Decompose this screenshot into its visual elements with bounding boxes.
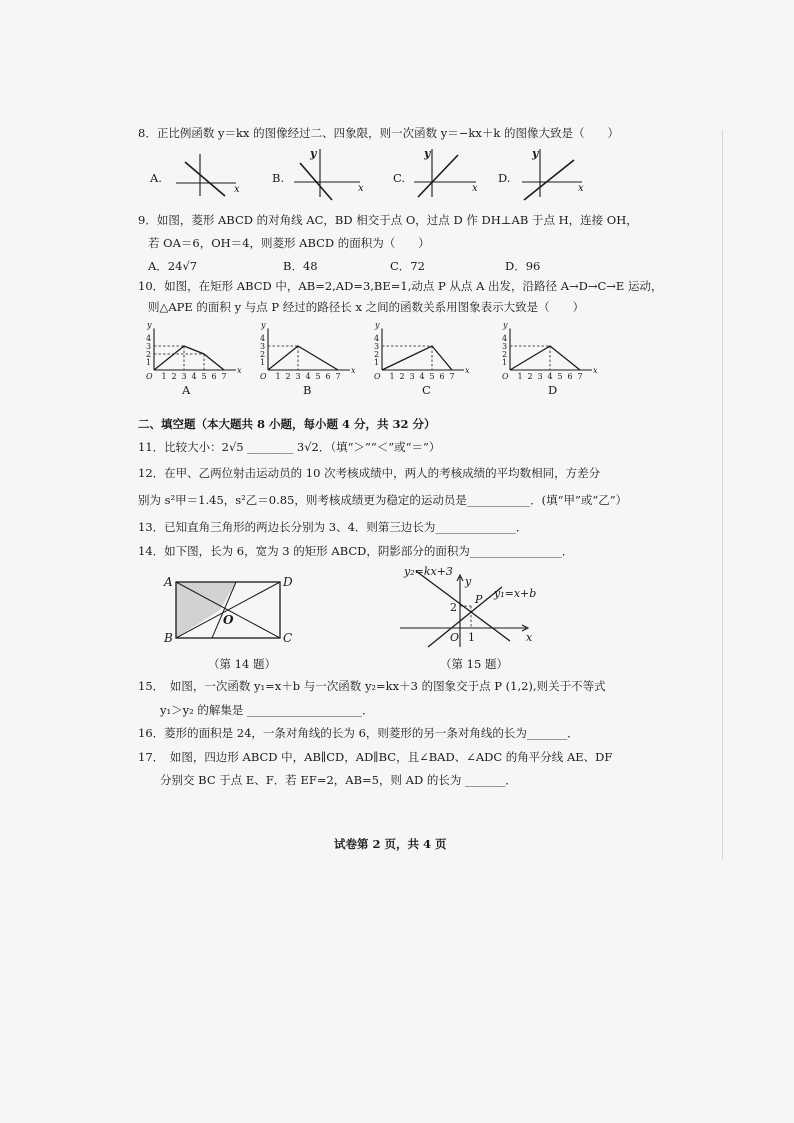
q15-caption: （第 15 题） [440, 657, 508, 671]
y-tick-label: 4 [260, 334, 266, 343]
x-tick-label: 3 [537, 372, 543, 381]
y-tick-label: 4 [146, 334, 152, 343]
q9-option-b: B．48 [283, 259, 318, 273]
svg-text:x: x [578, 183, 584, 194]
x-tick-label: 5 [429, 372, 435, 381]
function-graph-line [154, 346, 224, 370]
q14-text: 14．如下图，长为 6，宽为 3 的矩形 ABCD，阴影部分的面积为________________． [138, 544, 574, 558]
svg-text:y: y [310, 147, 317, 160]
origin-label: O [374, 372, 381, 381]
q10-line2: 则△APE 的面积 y 与点 P 经过的路径长 x 之间的函数关系用图象表示大致是（ ） [148, 300, 585, 314]
y-tick-label: 2 [502, 350, 508, 359]
function-graph-line [382, 346, 452, 370]
x-axis-label: x [465, 366, 470, 375]
x-tick-label: 7 [577, 372, 583, 381]
x-tick-label: 6 [439, 372, 445, 381]
q9-option-c: C．72 [390, 259, 425, 273]
x-tick-label: 5 [201, 372, 207, 381]
q9-option-a: A．24√7 [148, 259, 198, 273]
q10-graph-c [372, 322, 468, 382]
q13-text: 13．已知直角三角形的两边长分别为 3、4．则第三边长为______________． [138, 520, 528, 534]
q10-label-a: A [182, 383, 191, 397]
q14-figure [158, 572, 298, 647]
y-tick-label: 1 [260, 358, 266, 367]
svg-text:x: x [234, 184, 240, 195]
svg-text:1: 1 [468, 631, 475, 644]
x-tick-label: 2 [285, 372, 291, 381]
q11-text: 11．比较大小：2√5 ________ 3√2．（填“＞”“＜”或“＝”） [138, 440, 441, 454]
svg-text:y₁=x+b: y₁=x+b [494, 587, 537, 600]
y-tick-label: 2 [374, 350, 380, 359]
svg-text:O: O [450, 631, 460, 644]
y-axis-label: y [503, 320, 508, 330]
x-tick-label: 3 [409, 372, 415, 381]
svg-text:O: O [223, 613, 234, 627]
svg-text:x: x [358, 183, 364, 194]
x-tick-label: 7 [335, 372, 341, 381]
q10-label-d: D [548, 383, 558, 397]
function-graph-line [268, 346, 338, 370]
q9-line1: 9．如图，菱形 ABCD 的对角线 AC，BD 相交于点 O，过点 D 作 DH⊥AB 于点 H，连接 OH， [138, 213, 638, 227]
q8-option-c: C. [393, 171, 406, 185]
origin-label: O [146, 372, 153, 381]
x-tick-label: 1 [275, 372, 281, 381]
q8-option-d: D. [498, 171, 511, 185]
svg-text:x: x [526, 631, 533, 644]
x-tick-label: 6 [325, 372, 331, 381]
q8-text: 8．正比例函数 y＝kx 的图像经过二、四象限，则一次函数 y＝−kx＋k 的图像大致是（ ） [138, 126, 619, 140]
function-graph-line [510, 346, 580, 370]
svg-text:y: y [424, 147, 431, 160]
x-tick-label: 6 [211, 372, 217, 381]
x-tick-label: 4 [305, 372, 311, 381]
y-axis-label: y [375, 320, 380, 330]
y-tick-label: 2 [146, 350, 152, 359]
q8-graph-b [290, 145, 370, 200]
q10-graph-a [144, 322, 240, 382]
x-axis-label: x [237, 366, 242, 375]
y-tick-label: 1 [146, 358, 152, 367]
x-tick-label: 1 [389, 372, 395, 381]
x-tick-label: 4 [547, 372, 553, 381]
y-tick-label: 3 [260, 342, 266, 351]
x-tick-label: 2 [527, 372, 533, 381]
svg-text:2: 2 [450, 601, 457, 614]
svg-text:B: B [164, 631, 173, 645]
q14-caption: （第 14 题） [208, 657, 276, 671]
q9-option-d: D．96 [505, 259, 541, 273]
q12-line2: 别为 s²甲＝1.45，s²乙＝0.85，则考核成绩更为稳定的运动员是___________．(填“甲”或“乙”） [138, 493, 628, 507]
x-tick-label: 2 [171, 372, 177, 381]
q16-text: 16．菱形的面积是 24，一条对角线的长为 6，则菱形的另一条对角线的长为_______． [138, 726, 579, 740]
q17-line1: 17． 如图，四边形 ABCD 中，AB∥CD，AD∥BC，且∠BAD、∠ADC 的角平分线 AE、DF [138, 750, 613, 764]
y-tick-label: 1 [374, 358, 380, 367]
scan-edge [722, 130, 723, 860]
x-tick-label: 5 [557, 372, 563, 381]
q15-line2: y₁＞y₂ 的解集是 ____________________． [160, 703, 374, 717]
q10-graph-b [258, 322, 354, 382]
svg-text:P: P [475, 593, 483, 606]
y-tick-label: 4 [502, 334, 508, 343]
x-tick-label: 4 [419, 372, 425, 381]
q10-label-b: B [303, 383, 312, 397]
x-tick-label: 1 [161, 372, 167, 381]
section2-title: 二、填空题（本大题共 8 小题，每小题 4 分，共 32 分） [138, 417, 436, 431]
q8-option-b: B. [272, 171, 285, 185]
x-tick-label: 4 [191, 372, 197, 381]
q12-line1: 12．在甲、乙两位射击运动员的 10 次考核成绩中，两人的考核成绩的平均数相同，方差分 [138, 466, 601, 480]
y-axis-label: y [147, 320, 152, 330]
x-tick-label: 3 [295, 372, 301, 381]
x-tick-label: 7 [449, 372, 455, 381]
x-tick-label: 6 [567, 372, 573, 381]
x-axis-label: x [593, 366, 598, 375]
x-tick-label: 7 [221, 372, 227, 381]
x-tick-label: 5 [315, 372, 321, 381]
svg-text:y: y [532, 147, 539, 160]
x-tick-label: 2 [399, 372, 405, 381]
svg-text:C: C [283, 631, 293, 645]
y-tick-label: 1 [502, 358, 508, 367]
svg-text:x: x [472, 183, 478, 194]
y-tick-label: 3 [374, 342, 380, 351]
q10-graph-d [500, 322, 596, 382]
y-axis-label: y [261, 320, 266, 330]
q8-graph-a [170, 150, 250, 200]
x-tick-label: 1 [517, 372, 523, 381]
svg-text:y₂=kx+3: y₂=kx+3 [404, 565, 453, 578]
svg-text:D: D [283, 575, 293, 589]
svg-text:A: A [164, 575, 173, 589]
y-tick-label: 4 [374, 334, 380, 343]
y-tick-label: 3 [146, 342, 152, 351]
q9-line2: 若 OA＝6，OH＝4，则菱形 ABCD 的面积为（ ） [148, 236, 430, 250]
svg-text:y: y [465, 575, 472, 588]
y-tick-label: 3 [502, 342, 508, 351]
q10-label-c: C [422, 383, 431, 397]
q8-option-a: A. [150, 171, 162, 185]
q8-graph-d [518, 145, 598, 200]
q8-graph-c [410, 145, 490, 200]
x-tick-label: 3 [181, 372, 187, 381]
q17-line2: 分别交 BC 于点 E、F．若 EF=2，AB=5，则 AD 的长为 _______． [160, 773, 517, 787]
page-footer: 试卷第 2 页，共 4 页 [334, 837, 447, 851]
origin-label: O [502, 372, 509, 381]
q10-line1: 10．如图，在矩形 ABCD 中，AB=2,AD=3,BE=1,动点 P 从点 A 出发，沿路径 A→D→C→E 运动， [138, 279, 663, 293]
x-axis-label: x [351, 366, 356, 375]
q15-line1: 15． 如图，一次函数 y₁=x＋b 与一次函数 y₂=kx＋3 的图象交于点 P (1,2),则关于不等式 [138, 679, 606, 693]
y-tick-label: 2 [260, 350, 266, 359]
origin-label: O [260, 372, 267, 381]
q15-figure [398, 565, 538, 650]
